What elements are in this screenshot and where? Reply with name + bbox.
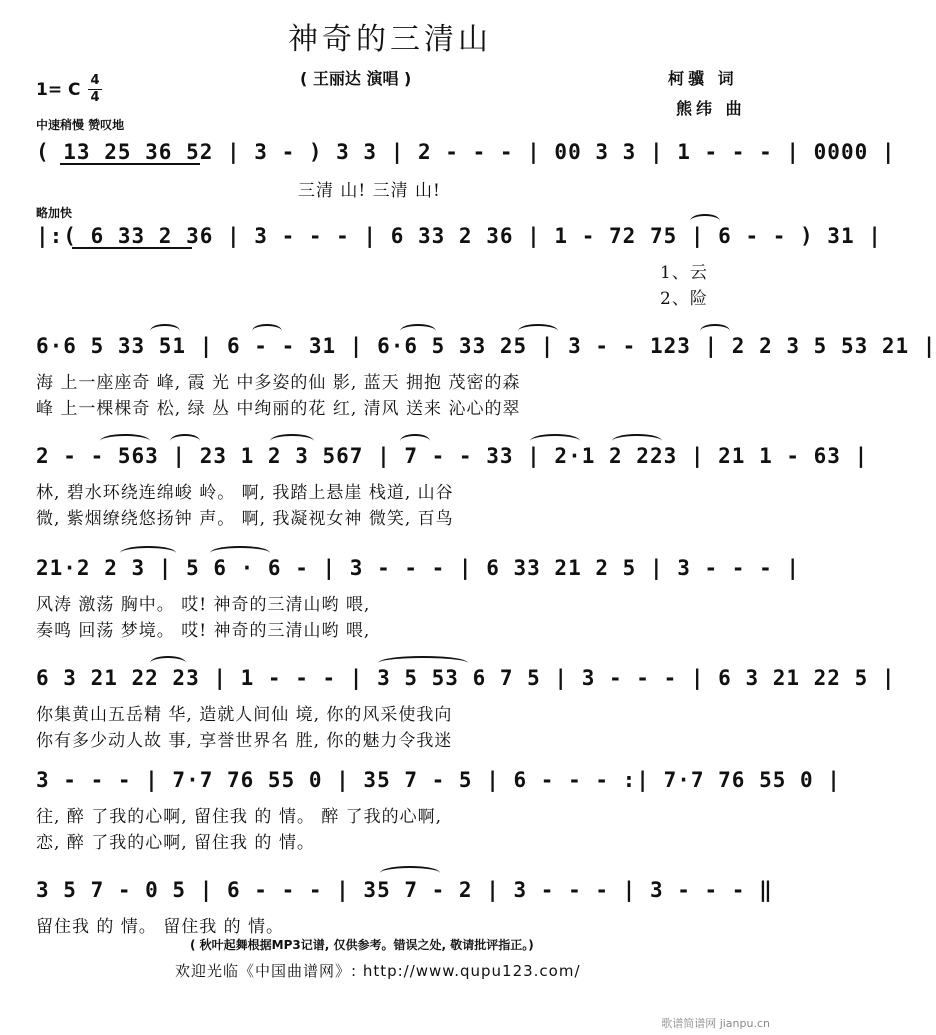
- time-signature-top: 4: [90, 73, 100, 88]
- slur-mark: [210, 546, 270, 560]
- lyric-row-6-verse-1: 你集黄山五岳精 华, 造就人间仙 境, 你的风采使我向: [36, 705, 453, 725]
- lyric-row-3-verse-1: 海 上一座座奇 峰, 霞 光 中多姿的仙 影, 蓝天 拥抱 茂密的森: [36, 373, 521, 393]
- slur-mark: [700, 324, 730, 338]
- tempo-marking-1: 中速稍慢 赞叹地: [36, 118, 125, 132]
- notation-row-5: 21·2 2 3 | 5 6 · 6 - | 3 - - - | 6 33 21 2 5 | 3 - - - |: [36, 556, 801, 580]
- lyric-row-7-verse-1: 往, 醉 了我的心啊, 留住我 的 情。 醉 了我的心啊,: [36, 807, 443, 827]
- lyric-row-1: 三清 山! 三清 山!: [298, 181, 441, 201]
- slur-mark: [378, 656, 468, 670]
- lyric-row-3-verse-2: 峰 上一棵棵奇 松, 绿 丛 中绚丽的花 红, 清风 送来 沁心的翠: [36, 399, 521, 419]
- slur-mark: [270, 434, 314, 448]
- notation-row-7: 3 - - - | 7·7 76 55 0 | 35 7 - 5 | 6 - - - :| 7·7 76 55 0 |: [36, 768, 841, 792]
- slur-mark: [530, 434, 580, 448]
- lyric-row-8: 留住我 的 情。 留住我 的 情。: [36, 917, 285, 937]
- slur-mark: [400, 324, 436, 338]
- song-title: 神奇的三清山: [288, 22, 492, 57]
- time-signature-bottom: 4: [90, 90, 100, 105]
- slur-mark: [252, 324, 282, 338]
- composer-credit: 熊纬 曲: [676, 99, 746, 118]
- key-signature: 1= C: [36, 80, 81, 100]
- lyric-row-6-verse-2: 你有多少动人故 事, 享誉世界名 胜, 你的魅力令我迷: [36, 731, 453, 751]
- time-signature: [88, 74, 102, 105]
- slur-mark: [400, 434, 430, 448]
- slur-mark: [120, 546, 176, 560]
- slur-mark: [518, 324, 558, 338]
- lyric-row-2-verse-2: 2、险: [660, 289, 708, 309]
- lyric-row-2-verse-1: 1、云: [660, 263, 708, 283]
- lyric-row-7-verse-2: 恋, 醉 了我的心啊, 留住我 的 情。: [36, 833, 315, 853]
- slur-mark: [170, 434, 200, 448]
- notation-row-2: |:( 6 33 2 36 | 3 - - - | 6 33 2 36 | 1 - 72 75 | 6 - - ) 31 |: [36, 224, 882, 248]
- notation-row-1: ( 13 25 36 52 | 3 - ) 3 3 | 2 - - - | 00 3 3 | 1 - - - | 0000 |: [36, 140, 896, 164]
- lyric-row-5-verse-1: 风涛 激荡 胸中。 哎! 神奇的三清山哟 喂,: [36, 595, 371, 615]
- beam-underline: [60, 163, 200, 165]
- slur-mark: [100, 434, 150, 448]
- slur-mark: [612, 434, 662, 448]
- lyricist-credit: 柯骥 词: [668, 69, 738, 88]
- notation-row-3: 6·6 5 33 51 | 6 - - 31 | 6·6 5 33 25 | 3 - - 123 | 2 2 3 5 53 21 |: [36, 334, 936, 358]
- slur-mark: [150, 656, 186, 670]
- tempo-marking-2: 略加快: [36, 206, 73, 220]
- lyric-row-4-verse-1: 林, 碧水环绕连绵峻 岭。 啊, 我踏上悬崖 栈道, 山谷: [36, 483, 454, 503]
- lyric-row-5-verse-2: 奏鸣 回荡 梦境。 哎! 神奇的三清山哟 喂,: [36, 621, 371, 641]
- slur-mark: [690, 214, 720, 228]
- watermark: 歌谱简谱网 jianpu.cn: [661, 1017, 770, 1030]
- notation-row-6: 6 3 21 22 23 | 1 - - - | 3 5 53 6 7 5 | 3 - - - | 6 3 21 22 5 |: [36, 666, 896, 690]
- site-banner: 欢迎光临《中国曲谱网》: http://www.qupu123.com/: [175, 962, 581, 980]
- performer: ( 王丽达 演唱 ): [300, 69, 412, 88]
- transcriber-note: ( 秋叶起舞根据MP3记谱, 仅供参考。错误之处, 敬请批评指正。): [190, 938, 534, 952]
- slur-mark: [380, 866, 440, 880]
- slur-mark: [150, 324, 180, 338]
- notation-row-8: 3 5 7 - 0 5 | 6 - - - | 35 7 - 2 | 3 - - - | 3 - - - ‖: [36, 878, 773, 902]
- beam-underline: [72, 247, 192, 249]
- lyric-row-4-verse-2: 微, 紫烟缭绕悠扬钟 声。 啊, 我凝视女神 微笑, 百鸟: [36, 509, 454, 529]
- notation-row-4: 2 - - 563 | 23 1 2 3 567 | 7 - - 33 | 2·1 2 223 | 21 1 - 63 |: [36, 444, 869, 468]
